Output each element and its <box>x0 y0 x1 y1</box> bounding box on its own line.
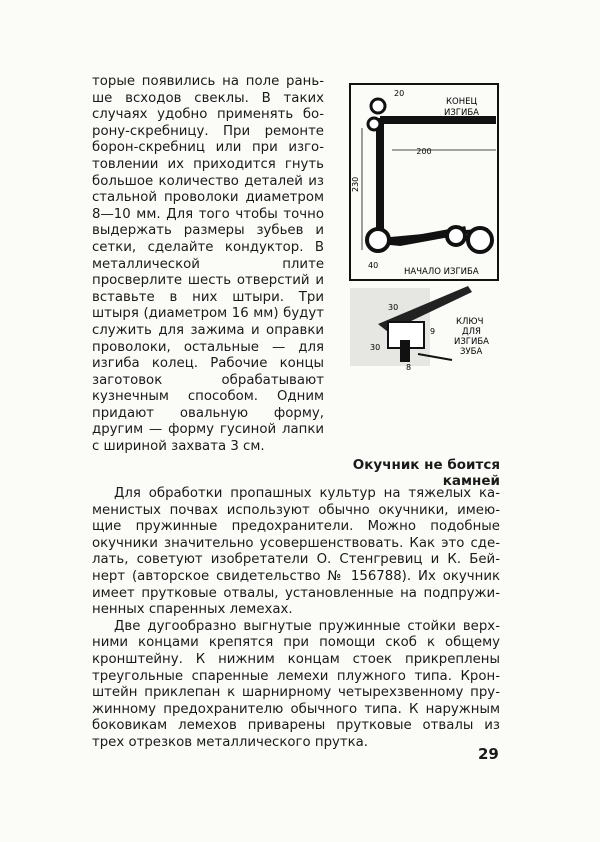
jig-wire <box>380 118 466 242</box>
key-dim-bottom: 8 <box>406 363 412 372</box>
left-column <box>92 74 324 456</box>
pin-bottom-left <box>367 229 389 251</box>
label-end-bend-2: ИЗГИБА <box>444 108 479 118</box>
jig-figure <box>348 82 500 282</box>
key-dim-left: 30 <box>370 343 381 352</box>
section-heading: Окучник не боится камней <box>352 457 500 489</box>
section-body <box>92 486 500 752</box>
pin-top-2 <box>368 118 380 130</box>
key-label-1: КЛЮЧ <box>456 317 484 327</box>
pin-bottom-right <box>468 228 492 252</box>
key-label-3: ИЗГИБА <box>454 337 489 347</box>
label-start-bend: НАЧАЛО ИЗГИБА <box>404 267 479 277</box>
page-number: 29 <box>478 745 499 763</box>
dim-height: 230 <box>351 176 360 192</box>
paragraph-1: Для обработки пропашных культур на тяжелых каменистых почвах используют обычно окучники, имеющие пружинные предохранители. Можно подобные окучники значительно усовершенствовать. Как это сделать, советуют изобретатели О. Стенгревиц и К. Бейнерт (авторское свидетельство № 156788). Их окучник имеет прутковые отвалы, установленные на подпружиненных спаренных лемехах. <box>92 486 500 618</box>
key-figure <box>348 284 500 376</box>
pin-top <box>371 99 385 113</box>
left-column-text: торые появились на поле раньше всходов свеклы. В таких случаях удобно применять борону-скребницу. При ремонте борон-скребниц или при изготовлении их приходится гнуть большое количество деталей из стальной проволоки диаметром 8—10 мм. Для того чтобы точно выдержать размеры зубьев и сетки, сделайте кондуктор. В металлической плите просверлите шесть отверстий и вставьте в них штыри. Три штыря (диаметром 16 мм) будут служить для зажима и оправки проволоки, остальные — для изгиба колец. Рабочие концы заготовок обрабатывают кузнечным способом. Одним придают овальную форму, другим — форму гусиной лапки с шириной захвата 3 см. <box>92 74 324 455</box>
paragraph-2: Две дугообразно выгнутые пружинные стойки верхними концами крепятся при помощи скоб к общему кронштейну. К нижним концам стоек прикреплены треугольные спаренные лемехи плужного типа. Кронштейн приклепан к шарнирному четырехзвенному пружинному предохранителю обычного типа. К наружным боковикам лемехов приварены прутковые отвалы из трех отрезков металлического прутка. <box>92 618 500 750</box>
key-label-4: ЗУБА <box>460 347 483 357</box>
dim-width: 200 <box>416 147 432 156</box>
label-end-bend-1: КОНЕЦ <box>446 97 478 107</box>
key-label-2: ДЛЯ <box>462 327 481 337</box>
dim-bottom: 40 <box>368 261 379 270</box>
key-dim-top: 30 <box>388 303 399 312</box>
pin-bottom-mid <box>447 227 465 245</box>
dim-top: 20 <box>394 89 405 98</box>
key-tooth <box>400 340 410 362</box>
key-dim-small: 9 <box>430 327 436 336</box>
